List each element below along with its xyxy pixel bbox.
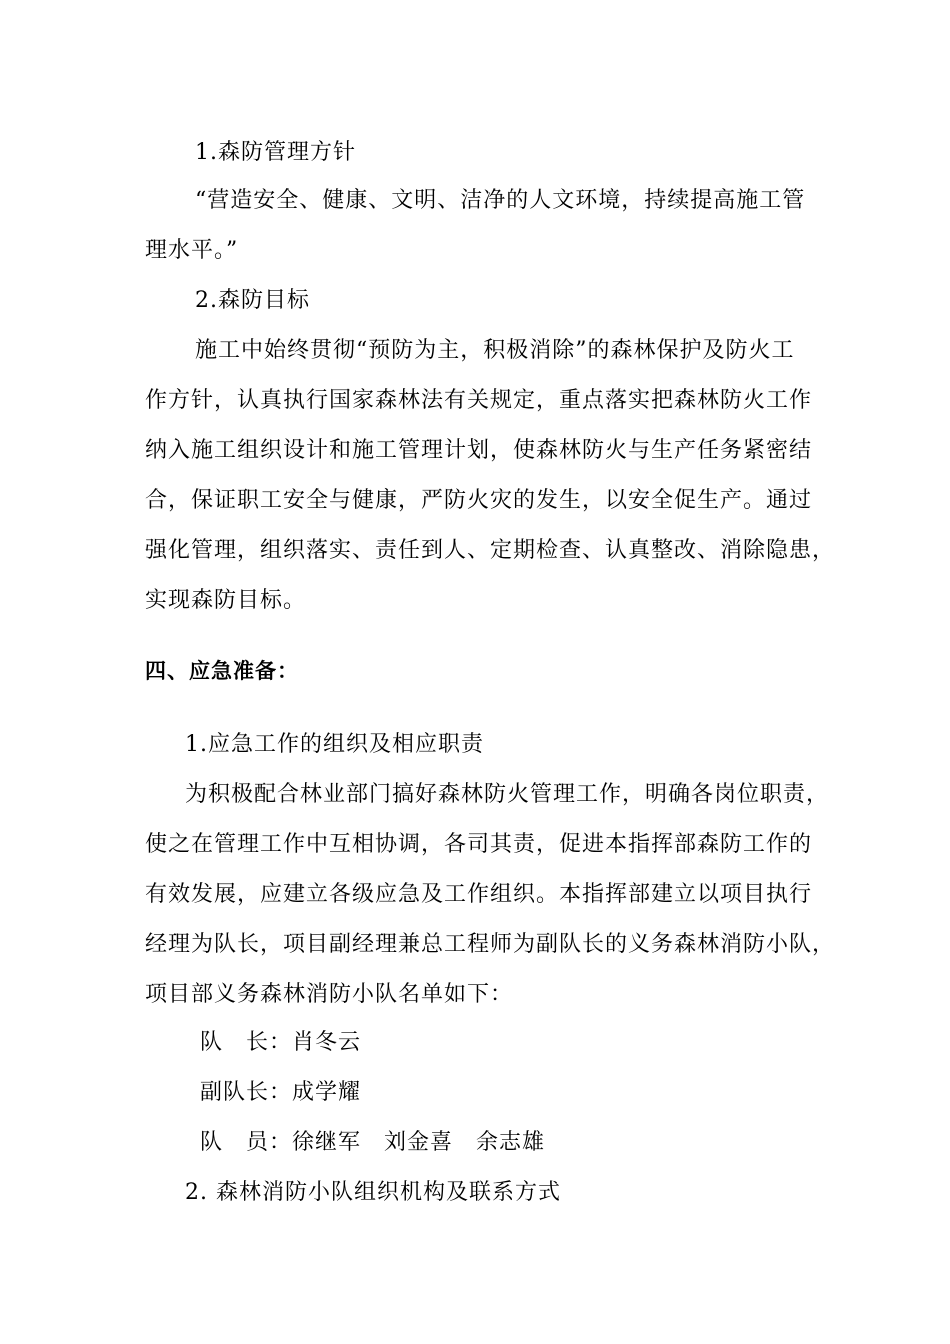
team-members: 队 员：徐继军 刘金喜 余志雄 — [200, 1130, 546, 1155]
paragraph-line: 使之在管理工作中互相协调，各司其责，促进本指挥部森防工作的 — [145, 832, 813, 857]
item-title-forest-goal: 2.森防目标 — [195, 288, 310, 313]
item-title-emergency-org: 1.应急工作的组织及相应职责 — [185, 732, 484, 757]
section-heading-emergency: 四、应急准备： — [145, 659, 299, 683]
paragraph-line: 作方针，认真执行国家森林法有关规定，重点落实把森林防火工作 — [145, 388, 813, 413]
paragraph-line: 为积极配合林业部门搞好森林防火管理工作，明确各岗位职责， — [185, 782, 830, 807]
team-deputy-leader: 副队长：成学耀 — [200, 1080, 362, 1105]
paragraph-line: 实现森防目标。 — [145, 588, 307, 613]
item-title-forest-policy: 1.森防管理方针 — [195, 140, 356, 165]
paragraph-line: “营造安全、健康、文明、洁净的人文环境，持续提高施工管 — [195, 188, 806, 213]
paragraph-line: 理水平。” — [145, 238, 239, 263]
team-leader: 队 长：肖冬云 — [200, 1030, 362, 1055]
paragraph-line: 纳入施工组织设计和施工管理计划，使森林防火与生产任务紧密结 — [145, 438, 813, 463]
paragraph-line: 合，保证职工安全与健康，严防火灾的发生，以安全促生产。通过 — [145, 488, 813, 513]
paragraph-line: 有效发展，应建立各级应急及工作组织。本指挥部建立以项目执行 — [145, 882, 813, 907]
paragraph-line: 施工中始终贯彻“预防为主，积极消除”的森林保护及防火工 — [195, 338, 795, 363]
paragraph-line: 经理为队长，项目副经理兼总工程师为副队长的义务森林消防小队， — [145, 932, 836, 957]
item-title-fire-team-org: 2. 森林消防小队组织机构及联系方式 — [185, 1180, 561, 1205]
paragraph-line: 项目部义务森林消防小队名单如下： — [145, 982, 514, 1007]
paragraph-line: 强化管理，组织落实、责任到人、定期检查、认真整改、消除隐患， — [145, 538, 836, 563]
